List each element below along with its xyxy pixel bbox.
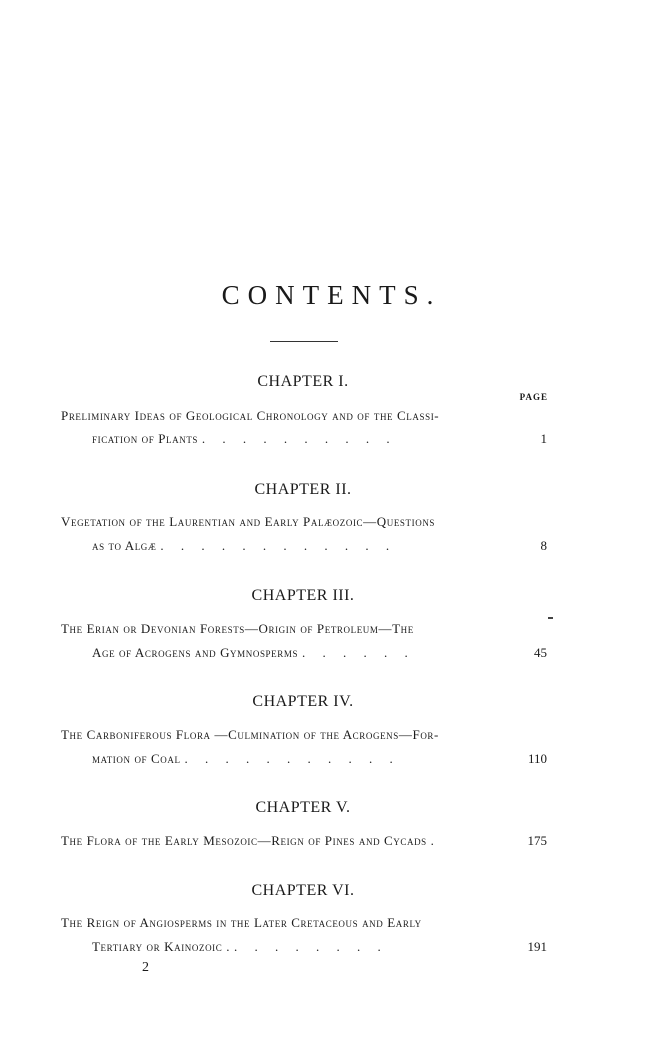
chapter-4-title-line-1: The Carboniferous Flora —Culmination of the Acrogens—For- xyxy=(61,727,439,742)
chapter-6-title-text: Tertiary or Kainozoic . xyxy=(92,939,231,954)
chapter-heading-6: CHAPTER VI. xyxy=(251,882,355,899)
chapter-2-leader-dots: . . . . . . . . . . . . xyxy=(160,538,390,553)
chapter-4-title-text: mation of Coal xyxy=(92,751,181,766)
chapter-3-title-line-2 xyxy=(92,645,512,661)
chapter-heading-2: CHAPTER II. xyxy=(254,481,352,498)
chapter-1-page-number: 1 xyxy=(540,431,547,446)
page-title: CONTENTS. xyxy=(221,280,442,310)
chapter-6-leader-dots: . . . . . . . . xyxy=(233,939,381,954)
printer-mark xyxy=(548,617,553,619)
chapter-2-title-line-2 xyxy=(92,538,512,554)
chapter-6-page-number: 191 xyxy=(527,939,547,954)
chapter-6-title-line-1: The Reign of Angiosperms in the Later Cretaceous and Early xyxy=(61,915,422,930)
chapter-1-title-text: fication of Plants xyxy=(92,431,199,446)
chapter-5-page-number: 175 xyxy=(527,833,547,848)
chapter-heading-5: CHAPTER V. xyxy=(255,799,351,816)
chapter-1-leader-dots: . . . . . . . . . . xyxy=(201,431,390,446)
chapter-2-page-number: 8 xyxy=(540,538,547,553)
chapter-2-title-line-1: Vegetation of the Laurentian and Early Palæozoic—Questions xyxy=(61,514,436,529)
chapter-1-title-line-2 xyxy=(92,431,512,447)
chapter-3-title-text: Age of Acrogens and Gymnosperms xyxy=(92,645,299,660)
chapter-3-page-number: 45 xyxy=(534,645,547,660)
chapter-heading-1: CHAPTER I. xyxy=(257,373,349,390)
chapter-4-title-line-2 xyxy=(92,751,512,767)
title-rule xyxy=(270,341,338,342)
chapter-4-leader-dots: . . . . . . . . . . . xyxy=(184,751,393,766)
chapter-5-title-line-1: The Flora of the Early Mesozoic—Reign of Pines and Cycads . xyxy=(61,833,435,848)
chapter-3-title-line-1: The Erian or Devonian Forests—Origin of Petroleum—The xyxy=(61,621,414,636)
page-column-label: PAGE xyxy=(519,392,548,402)
chapter-6-title-line-2 xyxy=(92,939,512,955)
signature-mark: 2 xyxy=(142,960,149,975)
chapter-4-page-number: 110 xyxy=(527,751,547,766)
chapter-2-title-text: as to Algæ xyxy=(92,538,157,553)
chapter-heading-4: CHAPTER IV. xyxy=(252,693,354,710)
chapter-3-leader-dots: . . . . . . xyxy=(301,645,408,660)
chapter-heading-3: CHAPTER III. xyxy=(251,587,355,604)
chapter-1-title-line-1: Preliminary Ideas of Geological Chronology and of the Classi- xyxy=(61,408,440,423)
